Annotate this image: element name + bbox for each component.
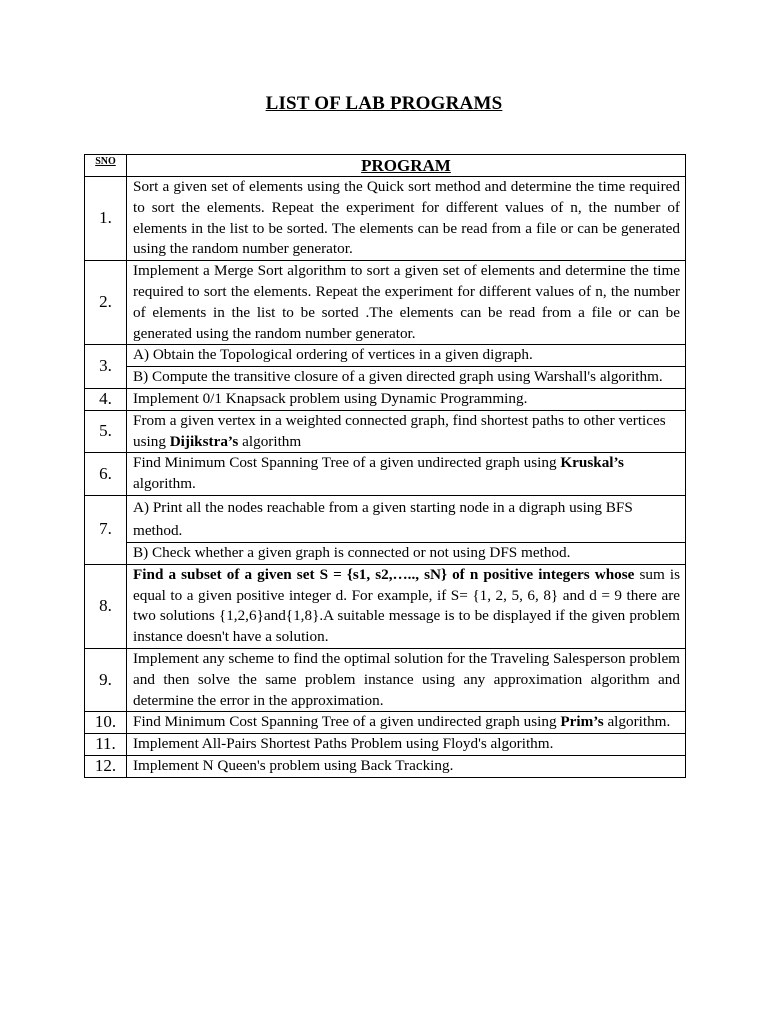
text-segment: algorithm. bbox=[133, 475, 196, 493]
table-row bbox=[85, 712, 686, 734]
table-row bbox=[85, 345, 686, 367]
program-part-a: A) Print all the nodes reachable from a given starting node in a digraph using BFS method. bbox=[127, 495, 686, 542]
row-number: 2. bbox=[85, 261, 127, 345]
sno-header: SNO bbox=[85, 155, 127, 177]
row-number: 4. bbox=[85, 388, 127, 410]
program-description: Implement a Merge Sort algorithm to sort a given set of elements and determine the time required to sort the elements. Repeat the experiment for different values of n, the number of elements in the list to be sorted .The elements can be read from a file or can be generated using the random number generator. bbox=[127, 261, 686, 345]
program-description bbox=[127, 453, 686, 496]
program-description: Implement any scheme to find the optimal solution for the Traveling Salesperson problem and then solve the same problem instance using any approximation algorithm and determine the error in the approximation. bbox=[127, 648, 686, 711]
program-description bbox=[127, 712, 686, 734]
row-number: 11. bbox=[85, 734, 127, 756]
text-segment: algorithm. bbox=[603, 713, 671, 731]
row-number: 1. bbox=[85, 177, 127, 261]
program-description bbox=[127, 410, 686, 453]
table-row bbox=[85, 261, 686, 345]
table-row bbox=[85, 734, 686, 756]
text-segment: Find Minimum Cost Spanning Tree of a given undirected graph using bbox=[133, 454, 561, 472]
row-number: 9. bbox=[85, 648, 127, 711]
table-row bbox=[85, 177, 686, 261]
text-segment: sum is equal to a given positive integer d. For example, if S= {1, 2, 5, 6, 8} and d = 9 there are two solutions {1,2,6}and{1,8}.A suitable message is to be displayed if the given problem instance doesn't have a solution. bbox=[133, 565, 680, 646]
program-part-b: B) Check whether a given graph is connected or not using DFS method. bbox=[127, 542, 686, 564]
program-description: Implement N Queen's problem using Back Tracking. bbox=[127, 755, 686, 777]
table-row bbox=[85, 453, 686, 496]
program-description: Implement All-Pairs Shortest Paths Problem using Floyd's algorithm. bbox=[127, 734, 686, 756]
row-number: 7. bbox=[85, 495, 127, 564]
table-row bbox=[85, 542, 686, 564]
row-number: 8. bbox=[85, 564, 127, 648]
table-row bbox=[85, 495, 686, 542]
bold-text-segment: Find a subset of a given set S = {s1, s2,….., sN} of n positive integers whose bbox=[133, 565, 635, 583]
table-row bbox=[85, 410, 686, 453]
program-description bbox=[127, 564, 686, 648]
row-number: 10. bbox=[85, 712, 127, 734]
text-segment: Find Minimum Cost Spanning Tree of a given undirected graph using bbox=[133, 713, 561, 731]
program-description: Sort a given set of elements using the Quick sort method and determine the time required to sort the elements. Repeat the experiment for different values of n, the number of elements in the list to be sorted. The elements can be read from a file or can be generated using the random number generator. bbox=[127, 177, 686, 261]
table-header-row bbox=[85, 155, 686, 177]
algorithm-name: Prim’s bbox=[560, 713, 604, 731]
table-row bbox=[85, 648, 686, 711]
text-segment: From a given vertex in a weighted connected graph, find shortest paths to other vertices using bbox=[133, 411, 666, 450]
row-number: 12. bbox=[85, 755, 127, 777]
program-description: Implement 0/1 Knapsack problem using Dynamic Programming. bbox=[127, 388, 686, 410]
program-part-b: B) Compute the transitive closure of a given directed graph using Warshall's algorithm. bbox=[127, 367, 686, 389]
table-row bbox=[85, 388, 686, 410]
program-header: PROGRAM bbox=[127, 155, 686, 177]
program-part-a: A) Obtain the Topological ordering of vertices in a given digraph. bbox=[127, 345, 686, 367]
row-number: 3. bbox=[85, 345, 127, 389]
algorithm-name: Dijikstra’s bbox=[169, 432, 239, 450]
row-number: 6. bbox=[85, 453, 127, 496]
lab-programs-table bbox=[84, 154, 686, 778]
table-row bbox=[85, 755, 686, 777]
table-row bbox=[85, 367, 686, 389]
table-row bbox=[85, 564, 686, 648]
algorithm-name: Kruskal’s bbox=[560, 454, 624, 472]
row-number: 5. bbox=[85, 410, 127, 453]
text-segment: algorithm bbox=[238, 432, 302, 450]
page-title: LIST OF LAB PROGRAMS bbox=[265, 93, 503, 114]
